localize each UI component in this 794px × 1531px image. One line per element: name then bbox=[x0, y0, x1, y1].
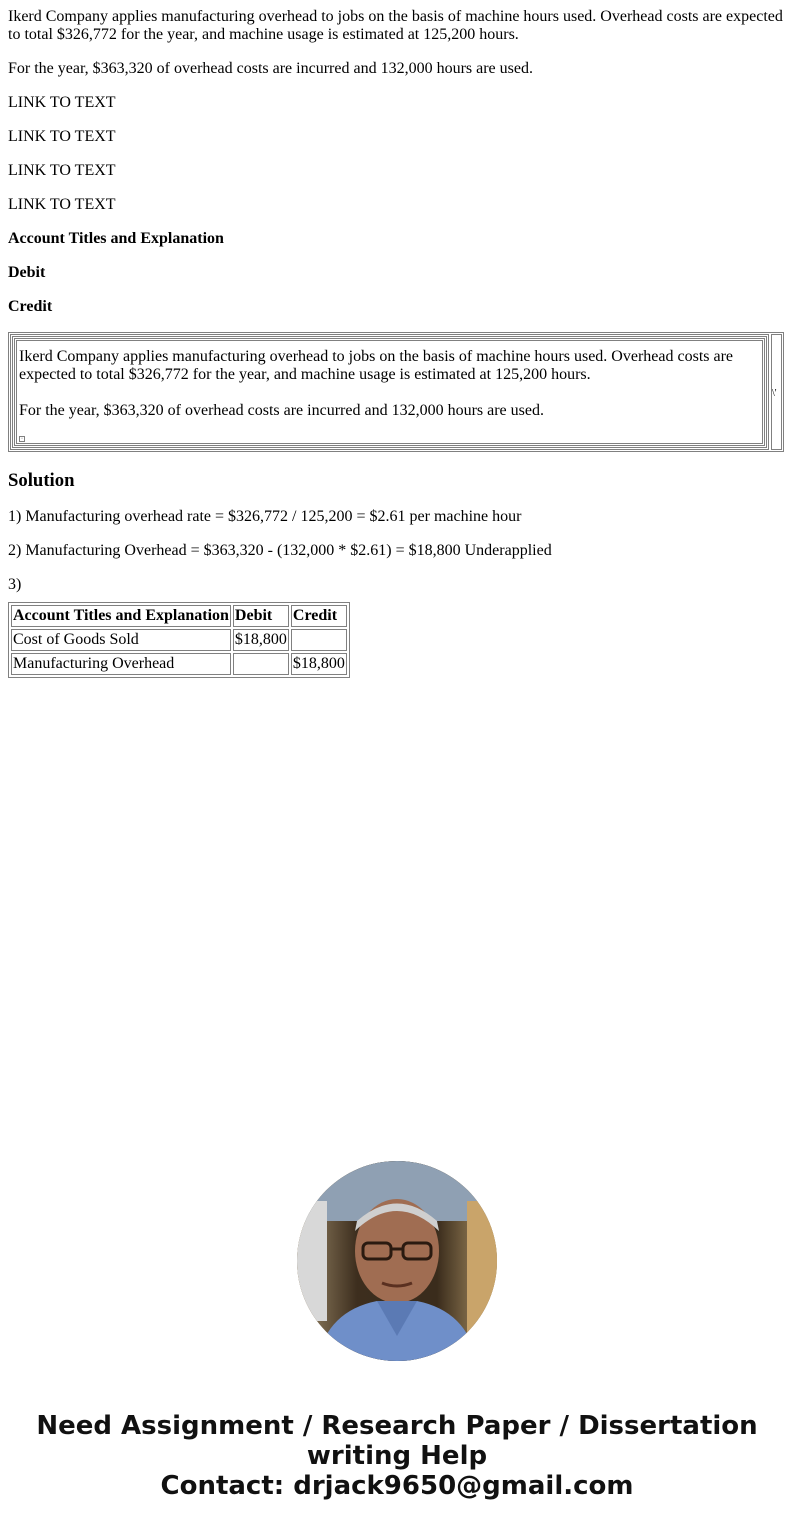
journal-header-row bbox=[11, 605, 347, 627]
link-to-text-3[interactable]: LINK TO TEXT bbox=[8, 162, 116, 179]
link-to-text-1[interactable]: LINK TO TEXT bbox=[8, 94, 116, 111]
cell-account: Manufacturing Overhead bbox=[11, 653, 231, 675]
table-row bbox=[11, 653, 347, 675]
footer-line-2: writing Help bbox=[306, 1441, 488, 1471]
cell-credit bbox=[291, 629, 347, 651]
side-glyph: \' bbox=[772, 388, 777, 399]
solution-step-1: 1) Manufacturing overhead rate = $326,772 / 125,200 = $2.61 per machine hour bbox=[8, 508, 522, 525]
cell-credit: $18,800 bbox=[291, 653, 347, 675]
label-credit: Credit bbox=[8, 298, 53, 315]
label-account-titles: Account Titles and Explanation bbox=[8, 230, 224, 247]
embedded-question-table bbox=[8, 332, 784, 452]
label-debit: Debit bbox=[8, 264, 46, 281]
link-to-text-4[interactable]: LINK TO TEXT bbox=[8, 196, 116, 213]
avatar-portrait-icon bbox=[297, 1161, 497, 1361]
embedded-paragraph-1: Ikerd Company applies manufacturing overhead to jobs on the basis of machine hours used. Overhead costs are expected to total $326,772 for the year, and machine usage is estimated at 125,200 hours. bbox=[19, 348, 734, 383]
footer-line-3: Contact: drjack9650@gmail.com bbox=[160, 1471, 634, 1501]
solution-step-2: 2) Manufacturing Overhead = $363,320 - (132,000 * $2.61) = $18,800 Underapplied bbox=[8, 542, 552, 559]
solution-step-3: 3) bbox=[8, 576, 22, 593]
footer-line-1: Need Assignment / Research Paper / Dissertation bbox=[36, 1411, 758, 1441]
avatar bbox=[297, 1161, 497, 1361]
embedded-question-cell bbox=[16, 340, 763, 444]
journal-entry-table bbox=[8, 602, 350, 678]
embedded-paragraph-2: For the year, $363,320 of overhead costs are incurred and 132,000 hours are used. bbox=[19, 402, 544, 419]
question-paragraph-1: Ikerd Company applies manufacturing overhead to jobs on the basis of machine hours used. Overhead costs are expected to total $326,772 for the year, and machine usage is estimated at 125,200 hours. bbox=[8, 8, 783, 43]
embedded-side-cell bbox=[771, 334, 782, 450]
header-account-titles: Account Titles and Explanation bbox=[11, 605, 231, 627]
embedded-frame bbox=[10, 334, 769, 450]
question-paragraph-2: For the year, $363,320 of overhead costs are incurred and 132,000 hours are used. bbox=[8, 60, 533, 77]
header-credit: Credit bbox=[291, 605, 347, 627]
page-content bbox=[0, 8, 794, 678]
cell-account: Cost of Goods Sold bbox=[11, 629, 231, 651]
solution-heading: Solution bbox=[8, 470, 75, 491]
header-debit: Debit bbox=[233, 605, 289, 627]
link-to-text-2[interactable]: LINK TO TEXT bbox=[8, 128, 116, 145]
broken-image-icon: · bbox=[21, 436, 23, 442]
cell-debit bbox=[233, 653, 289, 675]
table-row bbox=[11, 629, 347, 651]
footer-contact bbox=[0, 1411, 794, 1501]
cell-debit: $18,800 bbox=[233, 629, 289, 651]
